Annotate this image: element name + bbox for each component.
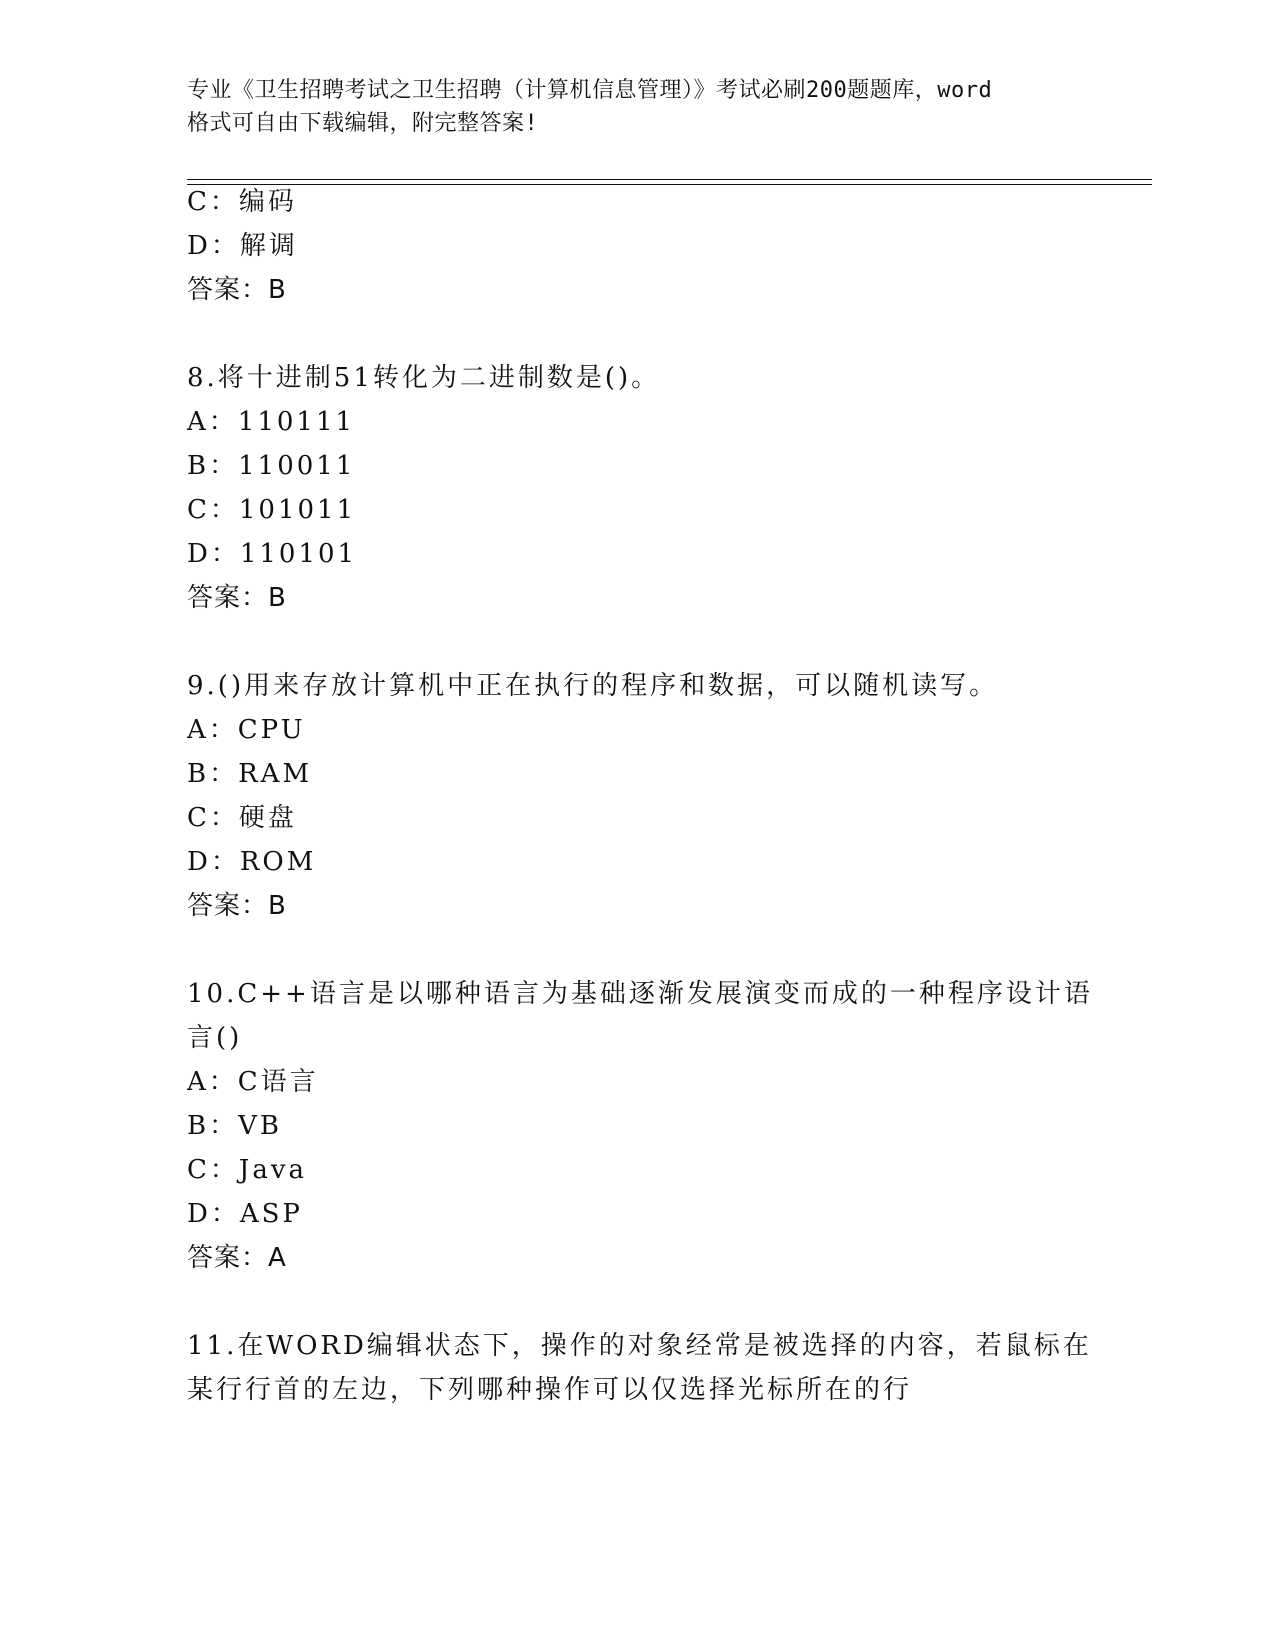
q8-option-d: D：110101: [187, 539, 358, 569]
q8-option-c: C：101011: [187, 495, 357, 525]
q8-answer: 答案：B: [187, 583, 287, 613]
q9-stem: 9.()用来存放计算机中正在执行的程序和数据，可以随机读写。: [187, 671, 999, 701]
header-divider: [187, 179, 1152, 185]
q8-option-b: B：110011: [187, 451, 356, 481]
q9-option-a: A：CPU: [187, 715, 306, 745]
q10-option-d: D：ASP: [187, 1199, 303, 1229]
q9-option-c: C：硬盘: [187, 803, 297, 833]
q8-stem: 8.将十进制51转化为二进制数是()。: [187, 363, 661, 393]
q10-stem-line-1: 10.C++语言是以哪种语言为基础逐渐发展演变而成的一种程序设计语: [187, 979, 1093, 1009]
q10-stem-line-2: 言(): [187, 1023, 243, 1053]
q10-option-c: C：Java: [187, 1155, 308, 1185]
q10-option-a: A：C语言: [187, 1067, 319, 1097]
q7-option-d: D：解调: [187, 231, 298, 261]
q8-option-a: A：110111: [187, 407, 356, 437]
q9-option-d: D：ROM: [187, 847, 317, 877]
q9-option-b: B：RAM: [187, 759, 313, 789]
q11-stem-line-1: 11.在WORD编辑状态下，操作的对象经常是被选择的内容，若鼠标在: [187, 1331, 1092, 1361]
q7-answer: 答案：B: [187, 275, 287, 305]
header-line-2: 格式可自由下载编辑，附完整答案!: [187, 111, 539, 136]
document-header: [187, 74, 1087, 140]
q7-option-c: C：编码: [187, 187, 297, 217]
q9-answer: 答案：B: [187, 891, 287, 921]
q10-answer: 答案：A: [187, 1243, 287, 1273]
header-line-1: 专业《卫生招聘考试之卫生招聘（计算机信息管理）》考试必刷200题题库，word: [187, 78, 993, 103]
q10-option-b: B：VB: [187, 1111, 282, 1141]
q11-stem-line-2: 某行行首的左边，下列哪种操作可以仅选择光标所在的行: [187, 1375, 913, 1405]
